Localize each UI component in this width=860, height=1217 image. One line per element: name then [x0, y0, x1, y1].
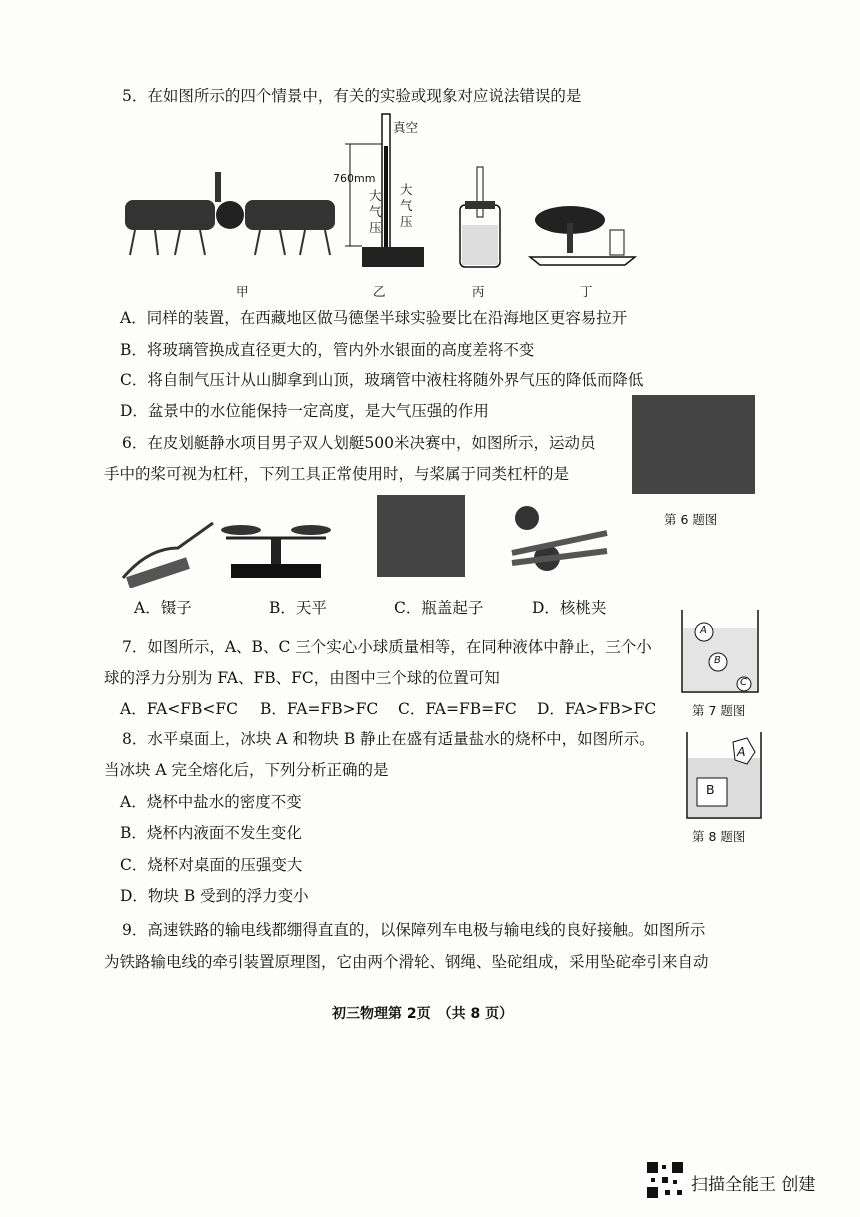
q8-stem-1: 8．水平桌面上，冰块 A 和物块 B 静止在盛有适量盐水的烧杯中，如图所示。	[122, 730, 655, 748]
atm-label-1: 大气压	[369, 188, 382, 235]
q6-option-a: A．镊子	[134, 599, 192, 617]
q5-option-b: B．将玻璃管换成直径更大的，管内外水银面的高度差将不变	[120, 341, 535, 359]
block-label-b: B	[706, 782, 715, 797]
page-footer: 初三物理第 2页 （共 8 页）	[332, 1006, 514, 1022]
q5-option-c: C．将自制气压计从山脚拿到山顶，玻璃管中液柱将随外界气压的降低而降低	[120, 371, 644, 389]
q6-stem-2: 手中的桨可视为杠杆，下列工具正常使用时，与桨属于同类杠杆的是	[104, 465, 570, 483]
q7-option-b: B．FA=FB>FC	[260, 700, 379, 718]
q8-figure	[685, 730, 765, 820]
q6-caption: 第 6 题图	[664, 512, 718, 527]
fig-label-ding: 丁	[580, 284, 593, 299]
ball-a: A	[700, 625, 707, 636]
q8-option-a: A．烧杯中盐水的密度不变	[120, 793, 302, 811]
fig-bonsai	[525, 195, 645, 270]
q8-option-b: B．烧杯内液面不发生变化	[120, 824, 302, 842]
bottle-opener-photo	[377, 495, 465, 577]
balance-image	[216, 520, 336, 580]
q9-line-1: 9．高速铁路的输电线都绷得直直的，以保障列车电极与输电线的良好接触。如图所示	[122, 921, 706, 939]
q7-stem-1: 7．如图所示，A、B、C 三个实心小球质量相等，在同种液体中静止，三个小	[122, 638, 652, 656]
watermark-text: 扫描全能王 创建	[691, 1175, 816, 1195]
fig-magdeburg	[120, 160, 340, 260]
q9-line-2: 为铁路输电线的牵引装置原理图，它由两个滑轮、钢绳、坠砣组成，采用坠砣牵引来自动	[104, 953, 709, 971]
fig-label-yi: 乙	[373, 284, 386, 299]
q8-option-c: C．烧杯对桌面的压强变大	[120, 856, 303, 874]
q8-stem-2: 当冰块 A 完全熔化后，下列分析正确的是	[104, 761, 389, 779]
fig-torricelli	[330, 112, 450, 272]
mm-label: 760mm	[333, 172, 376, 185]
q6-option-b: B．天平	[269, 599, 327, 617]
q7-option-d: D．FA>FB>FC	[537, 700, 657, 718]
atm-label-2: 大气压	[400, 182, 413, 229]
fig-barometer	[455, 165, 505, 270]
q5-stem: 5．在如图所示的四个情景中，有关的实验或现象对应说法错误的是	[122, 87, 582, 105]
qr-code-icon	[645, 1160, 685, 1200]
vacuum-label: 真空	[393, 120, 419, 135]
q7-option-c: C．FA=FB=FC	[398, 700, 517, 718]
q7-figure	[680, 608, 760, 694]
q7-caption: 第 7 题图	[692, 703, 746, 718]
q6-option-c: C．瓶盖起子	[394, 599, 484, 617]
q7-stem-2: 球的浮力分别为 FA、FB、FC，由图中三个球的位置可知	[104, 669, 500, 687]
q6-option-d: D．核桃夹	[532, 599, 607, 617]
ball-b: B	[714, 655, 721, 666]
q7-option-a: A．FA<FB<FC	[120, 700, 239, 718]
q8-option-d: D．物块 B 受到的浮力变小	[120, 887, 309, 905]
q8-caption: 第 8 题图	[692, 829, 746, 844]
fig-label-jia: 甲	[236, 284, 249, 299]
nutcracker-image	[502, 503, 617, 579]
q6-rowers-photo	[632, 395, 755, 494]
ice-label-a: A	[737, 744, 746, 759]
tweezers-image	[118, 518, 223, 588]
q5-option-d: D．盆景中的水位能保持一定高度，是大气压强的作用	[120, 402, 489, 420]
ball-c: C	[740, 677, 747, 688]
q5-option-a: A．同样的装置，在西藏地区做马德堡半球实验要比在沿海地区更容易拉开	[120, 309, 628, 327]
fig-label-bing: 丙	[472, 284, 485, 299]
q6-stem-1: 6．在皮划艇静水项目男子双人划艇500米决赛中，如图所示，运动员	[122, 434, 596, 452]
